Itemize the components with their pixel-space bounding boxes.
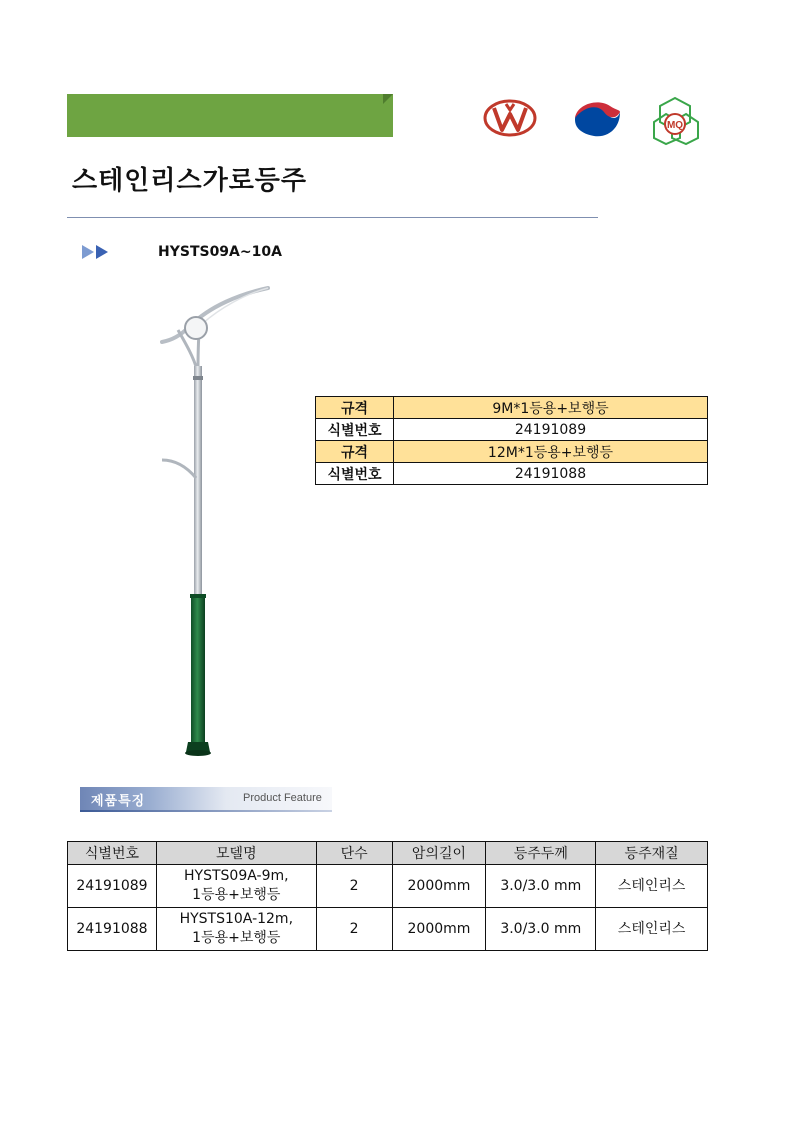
title-divider [67, 217, 598, 218]
spec-value: 12M*1등용+보행등 [394, 441, 708, 463]
spec-label: 식별번호 [316, 419, 394, 441]
spec-value: 24191088 [394, 463, 708, 485]
col-header-model: 모델명 [156, 842, 316, 865]
feature-label-en: Product Feature [243, 792, 322, 804]
spec-table [315, 396, 708, 485]
cell-thickness: 3.0/3.0 mm [486, 908, 596, 951]
col-header-stages: 단수 [316, 842, 392, 865]
spec-value: 24191089 [394, 419, 708, 441]
feature-label-ko: 제품특징 [91, 794, 146, 809]
mq-mark-icon [650, 96, 700, 148]
model-code: HYSTS09A~10A [158, 244, 282, 260]
cell-material: 스테인리스 [596, 865, 708, 908]
double-arrow-icon [82, 245, 112, 259]
col-header-thickness: 등주두께 [486, 842, 596, 865]
spec-value: 9M*1등용+보행등 [394, 397, 708, 419]
brand-text: HANYOUNG MAS PRODUCTS [88, 147, 389, 169]
table-row [68, 865, 708, 908]
cell-thickness: 3.0/3.0 mm [486, 865, 596, 908]
product-feature-header [80, 787, 332, 810]
spec-row [316, 397, 708, 419]
model-line2: 1등용+보행등 [192, 930, 281, 946]
cell-stages: 2 [316, 865, 392, 908]
col-header-id: 식별번호 [68, 842, 157, 865]
col-header-material: 등주재질 [596, 842, 708, 865]
cell-model [156, 865, 316, 908]
table-row [68, 908, 708, 951]
street-light-pole-image [150, 280, 280, 760]
korea-taeguk-icon [570, 96, 624, 140]
cell-material: 스테인리스 [596, 908, 708, 951]
cell-model [156, 908, 316, 951]
model-line2: 1등용+보행등 [192, 887, 281, 903]
model-line1: HYSTS09A-9m, [184, 868, 289, 884]
company-emblem-icon [482, 96, 538, 140]
brand-banner [67, 94, 393, 169]
feature-underline [80, 810, 332, 812]
mq-text: MQ [666, 120, 684, 131]
spec-label: 규격 [316, 441, 394, 463]
page-title: 스테인리스가로등주 [72, 166, 308, 196]
cell-arm-length: 2000mm [392, 908, 486, 951]
product-table [67, 841, 708, 951]
spec-row [316, 419, 708, 441]
spec-label: 규격 [316, 397, 394, 419]
product-table-header [68, 842, 708, 865]
cell-id: 24191088 [68, 908, 157, 951]
spec-row [316, 441, 708, 463]
spec-row [316, 463, 708, 485]
cell-arm-length: 2000mm [392, 865, 486, 908]
cell-stages: 2 [316, 908, 392, 951]
spec-label: 식별번호 [316, 463, 394, 485]
col-header-arm-length: 암의길이 [392, 842, 486, 865]
banner-fold [383, 94, 393, 104]
model-line1: HYSTS10A-12m, [179, 911, 294, 927]
cell-id: 24191089 [68, 865, 157, 908]
